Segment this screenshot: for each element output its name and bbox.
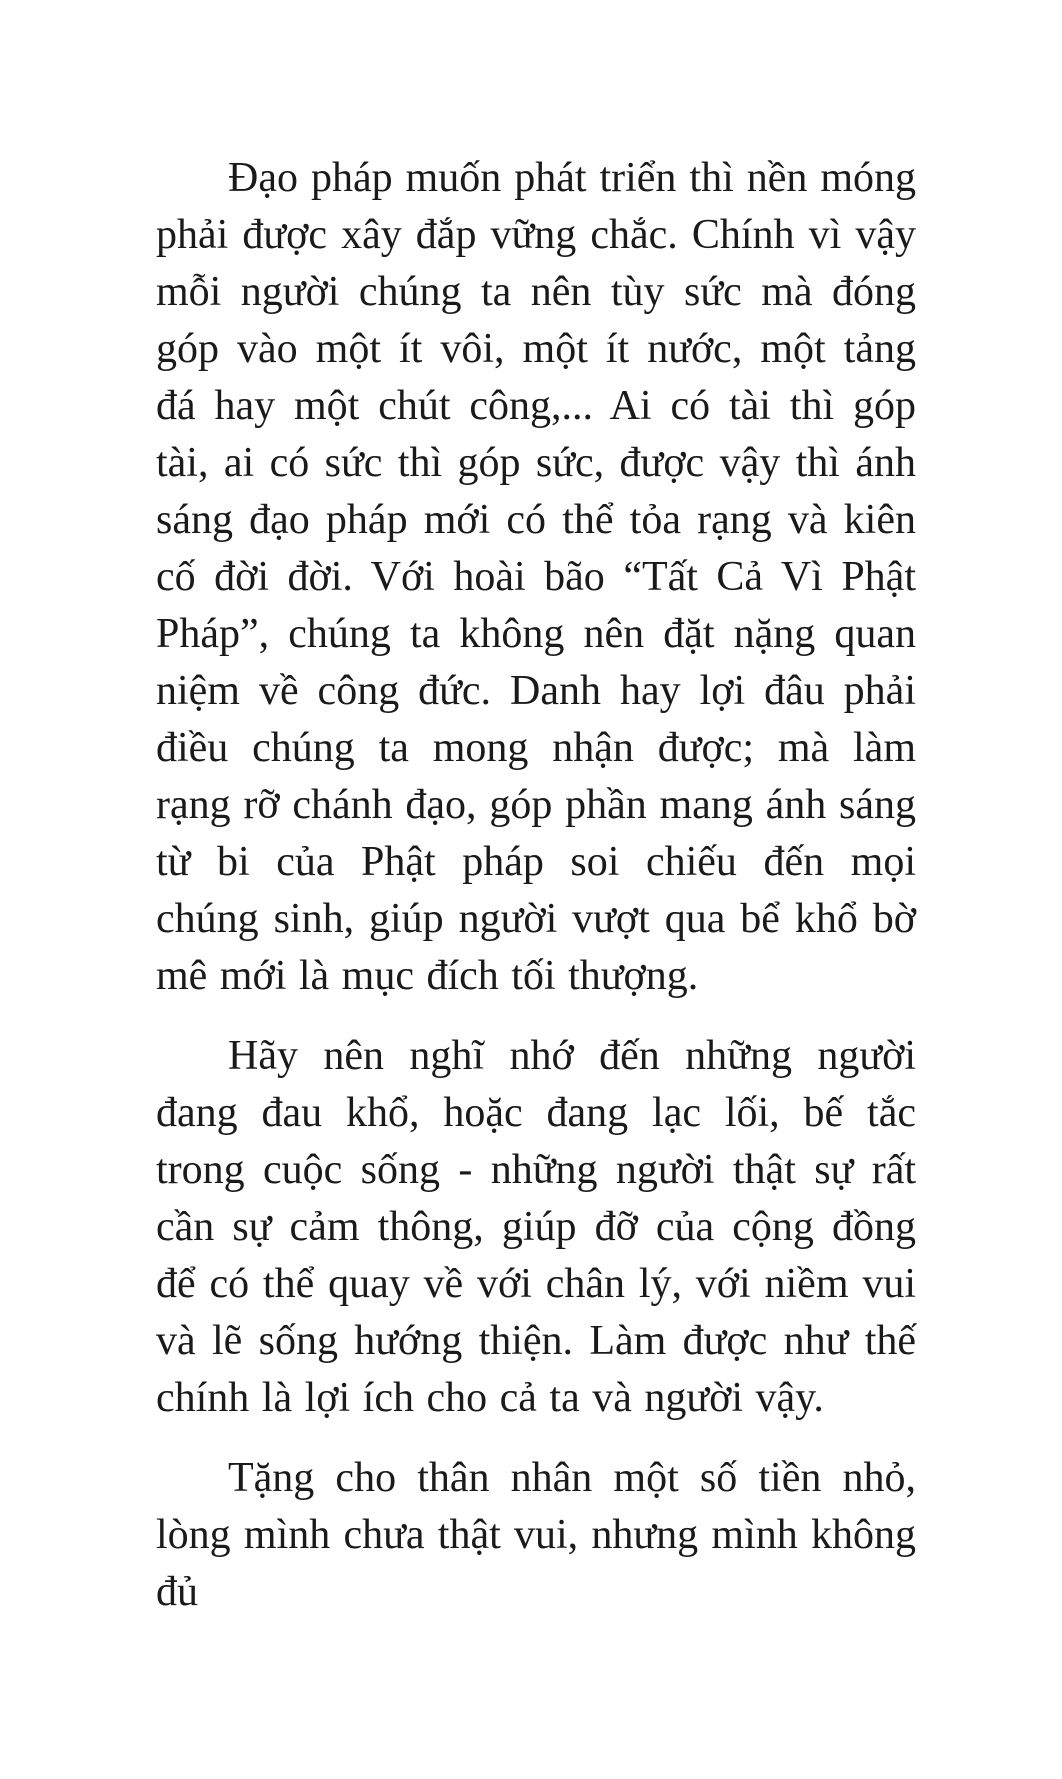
body-paragraph-1: Đạo pháp muốn phát triển thì nền móng phải được xây đắp vững chắc. Chính vì vậy mỗi người chúng ta nên tùy sức mà đóng góp vào một ít vôi, một ít nước, một tảng đá hay một chút công,... Ai có tài thì góp tài, ai có sức thì góp sức, được vậy thì ánh sáng đạo pháp mới có thể tỏa rạng và kiên cố đời đời. Với hoài bão “Tất Cả Vì Phật Pháp”, chúng ta không nên đặt nặng quan niệm về công đức. Danh hay lợi đâu phải điều chúng ta mong nhận được; mà làm rạng rỡ chánh đạo, góp phần mang ánh sáng từ bi của Phật pháp soi chiếu đến mọi chúng sinh, giúp người vượt qua bể khổ bờ mê mới là mục đích tối thượng. [156,155,916,999]
body-paragraph-2: Hãy nên nghĩ nhớ đến những người đang đau khổ, hoặc đang lạc lối, bế tắc trong cuộc sống - những người thật sự rất cần sự cảm thông, giúp đỡ của cộng đồng để có thể quay về với chân lý, với niềm vui và lẽ sống hướng thiện. Làm được như thế chính là lợi ích cho cả ta và người vậy. [156,1033,916,1421]
body-paragraph-3: Tặng cho thân nhân một số tiền nhỏ, lòng mình chưa thật vui, nhưng mình không đủ [156,1455,916,1615]
